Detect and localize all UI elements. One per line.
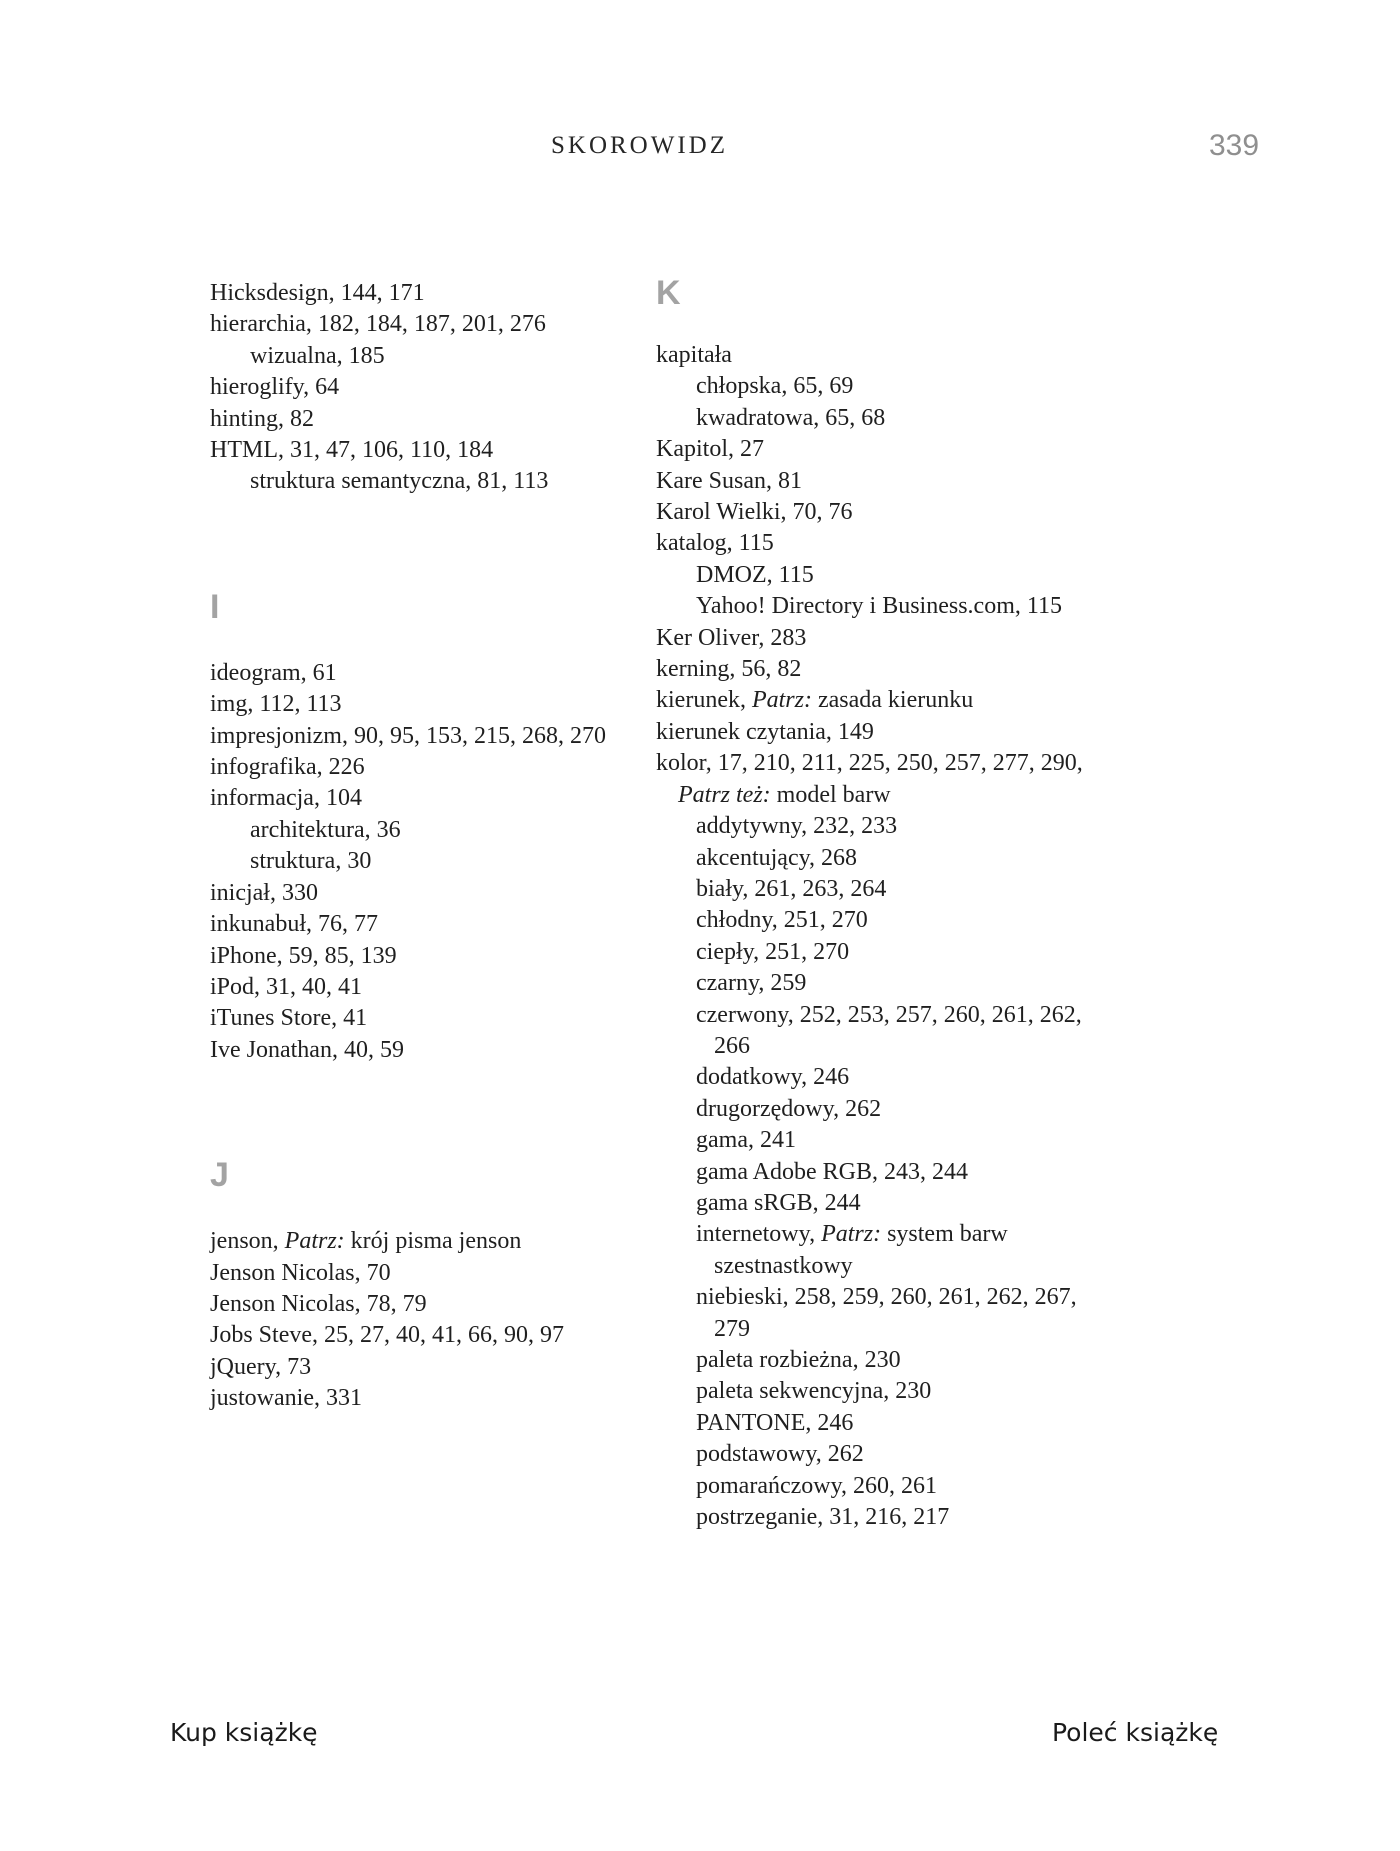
- index-section-j: [210, 1154, 650, 1414]
- entry-text: internetowy,: [696, 1221, 822, 1248]
- index-subentry: Yahoo! Directory i Business.com, 115: [696, 593, 1062, 620]
- index-subentry: pomarańczowy, 260, 261: [696, 1472, 938, 1499]
- index-column-right: [656, 274, 1096, 1533]
- entry-text: jenson,: [210, 1228, 285, 1255]
- index-subentry: addytywny, 232, 233: [696, 813, 898, 840]
- index-section-i: [210, 586, 650, 1066]
- index-section-h: [210, 278, 650, 498]
- index-entry: hieroglify, 64: [210, 374, 340, 401]
- cross-reference-label: Patrz:: [821, 1221, 882, 1248]
- index-entry: ideogram, 61: [210, 659, 337, 686]
- index-entry: Jenson Nicolas, 70: [210, 1259, 391, 1286]
- index-entry: infografika, 226: [210, 754, 365, 781]
- cross-reference-label: Patrz:: [751, 687, 812, 714]
- index-subentry: struktura, 30: [250, 848, 372, 875]
- index-entry: kapitała: [656, 342, 732, 368]
- section-letter: I: [210, 587, 220, 626]
- index-entry: inicjał, 330: [210, 879, 318, 906]
- index-entry: Jobs Steve, 25, 27, 40, 41, 66, 90, 97: [210, 1322, 564, 1349]
- index-subentry: chłodny, 251, 270: [696, 907, 868, 934]
- cross-reference-target: zasada kierunku: [811, 687, 974, 714]
- index-subentry: dodatkowy, 246: [696, 1064, 850, 1091]
- index-entry: [656, 748, 1096, 811]
- index-entry: Ive Jonathan, 40, 59: [210, 1036, 404, 1063]
- index-subentry: gama Adobe RGB, 243, 244: [696, 1158, 968, 1185]
- index-subentry: postrzeganie, 31, 216, 217: [696, 1504, 950, 1531]
- buy-book-link[interactable]: Kup książkę: [170, 1718, 318, 1747]
- index-entry: Karol Wielki, 70, 76: [656, 499, 853, 526]
- cross-reference-label: Patrz:: [284, 1228, 345, 1255]
- index-entry: inkunabuł, 76, 77: [210, 911, 378, 938]
- index-subentry: [656, 1219, 1096, 1282]
- index-subentry: niebieski, 258, 259, 260, 261, 262, 267, 279: [696, 1284, 1077, 1342]
- index-section-k: [656, 272, 1096, 1533]
- index-entry: Kare Susan, 81: [656, 467, 802, 494]
- index-entries: [210, 658, 650, 1066]
- index-entries: [210, 278, 650, 498]
- running-head: SKOROWIDZ: [551, 132, 728, 159]
- section-letter: K: [656, 274, 681, 312]
- index-entry: Kapitol, 27: [656, 436, 764, 463]
- index-entry: jQuery, 73: [210, 1353, 312, 1380]
- index-subentry: kwadratowa, 65, 68: [696, 404, 886, 431]
- cross-reference-label: Patrz też:: [678, 781, 771, 808]
- index-entry: justowanie, 331: [210, 1385, 362, 1412]
- index-entry: HTML, 31, 47, 106, 110, 184: [210, 437, 494, 464]
- index-entry: [210, 1226, 650, 1257]
- index-subentry: wizualna, 185: [250, 342, 385, 369]
- index-entry: img, 112, 113: [210, 691, 342, 718]
- section-spacer: [210, 498, 650, 586]
- index-entry: Ker Oliver, 283: [656, 624, 807, 651]
- index-subentry: PANTONE, 246: [696, 1409, 854, 1436]
- recommend-book-link[interactable]: Poleć książkę: [1052, 1718, 1219, 1747]
- index-subentry: chłopska, 65, 69: [696, 373, 854, 400]
- page-number: 339: [1209, 129, 1260, 162]
- index-entry: kerning, 56, 82: [656, 656, 802, 683]
- index-subentry: czarny, 259: [696, 970, 807, 997]
- index-subentry: DMOZ, 115: [696, 561, 814, 588]
- index-entries: [210, 1226, 650, 1414]
- section-spacer: [210, 1066, 650, 1154]
- index-entries: [656, 340, 1096, 1533]
- index-entry: iTunes Store, 41: [210, 1005, 368, 1032]
- cross-reference-target: model barw: [770, 781, 891, 808]
- cross-reference-target: krój pisma jenson: [344, 1228, 522, 1255]
- index-entry: informacja, 104: [210, 785, 362, 812]
- index-entry: [656, 685, 1096, 716]
- index-subentry: gama, 241: [696, 1127, 796, 1154]
- index-entry: Hicksdesign, 144, 171: [210, 280, 425, 306]
- index-entry: iPhone, 59, 85, 139: [210, 942, 397, 969]
- index-entry: impresjonizm, 90, 95, 153, 215, 268, 270: [210, 722, 606, 749]
- index-subentry: architektura, 36: [250, 816, 401, 843]
- index-subentry: paleta sekwencyjna, 230: [696, 1378, 932, 1405]
- index-entry: hierarchia, 182, 184, 187, 201, 276: [210, 311, 546, 338]
- index-entry: katalog, 115: [656, 530, 774, 557]
- entry-text: kolor, 17, 210, 211, 225, 250, 257, 277, 290,: [656, 750, 1083, 777]
- index-entry: hinting, 82: [210, 405, 315, 432]
- index-subentry: czerwony, 252, 253, 257, 260, 261, 262, 266: [696, 1001, 1082, 1059]
- cross-reference-target: system barw szestnastkowy: [714, 1221, 1008, 1279]
- index-subentry: gama sRGB, 244: [696, 1189, 861, 1216]
- index-subentry: drugorzędowy, 262: [696, 1095, 882, 1122]
- index-subentry: akcentujący, 268: [696, 844, 858, 871]
- index-column-left: [210, 278, 650, 1415]
- index-subentry: paleta rozbieżna, 230: [696, 1347, 901, 1373]
- index-subentry: ciepły, 251, 270: [696, 938, 850, 965]
- index-entry: Jenson Nicolas, 78, 79: [210, 1290, 427, 1317]
- section-letter: J: [210, 1156, 229, 1195]
- index-subentry: struktura semantyczna, 81, 113: [250, 468, 549, 495]
- entry-text: kierunek,: [656, 687, 752, 714]
- index-subentry: podstawowy, 262: [696, 1441, 864, 1468]
- index-subentry: biały, 261, 263, 264: [696, 875, 887, 902]
- index-entry: kierunek czytania, 149: [656, 718, 874, 745]
- index-entry: iPod, 31, 40, 41: [210, 973, 363, 1000]
